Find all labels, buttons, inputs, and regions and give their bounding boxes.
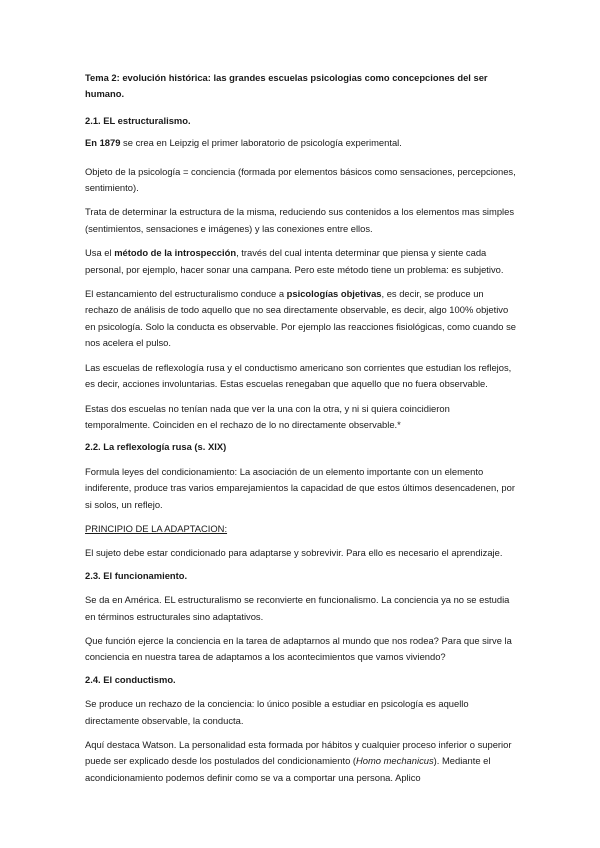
paragraph-estancamiento [85,286,517,352]
paragraph-leyes: Formula leyes del condicionamiento: La asociación de un elemento importante con un elemento indiferente, produce tras varios emparejamientos la capacidad de que estos últimos desencadenen, por si solos, un reflejo. [85,465,515,510]
paragraph-estructura: Trata de determinar la estructura de la misma, reduciendo sus contenidos a los elementos mas simples (sentimientos, sensaciones e imágenes) y las conexiones entre ellos. [85,206,515,234]
paragraph-text: ). Mediante el acondicionamiento podemos definir como se va a comportar una persona. Aplico [85,755,491,783]
subheading-adaptacion: PRINCIPIO DE LA ADAPTACION: [85,522,228,534]
paragraph-escuelas: Las escuelas de reflexología rusa y el conductismo americano son corrientes que estudian los reflejos, es decir, acciones involuntarias. Estas escuelas renegaban que aquello que no fuera observable. [85,361,512,390]
paragraph-text: Usa el [85,247,115,259]
paragraph-objeto: Objeto de la psicología = conciencia (formada por elementos básicos como sensaciones, percepciones, sentimiento). [85,165,516,194]
section-heading-reflexologia: 2.2. La reflexología rusa (s. XIX) [85,441,227,453]
paragraph-introspeccion [85,245,517,278]
paragraph-text: , es decir, se produce un rechazo de análisis de todo aquello que no sea directamente observable, es decir, algo 100% objetivo en psicología. Solo la conducta es observable. Por ejemplo las reacciones fisiológicas, como cuando se nos acelera el pulso. [85,288,516,349]
document-page [85,70,517,786]
paragraph-sujeto: El sujeto debe estar condicionado para adaptarse y sobrevivir. Para ello es necesario el aprendizaje. [85,547,503,559]
italic-term: Homo mechanicus [356,755,434,767]
paragraph-text: , través del cual intenta determinar que piensa y siente cada personal, por ejemplo, hacer sonar una campana. Pero este método tiene un problema: es subjetivo. [85,247,504,275]
paragraph-america: Se da en América. EL estructuralismo se reconvierte en funcionalismo. La conciencia ya no se estudia en términos estructurales sino adaptativos. [85,594,510,622]
paragraph-text: Aquí destaca Watson. La personalidad esta formada por hábitos y cualquier proceso inferior o superior puede ser explicado desde los postulados del condicionamiento ( [85,739,512,767]
paragraph-dos-escuelas: Estas dos escuelas no tenían nada que ver la una con la otra, y ni si quiera coincidieron temporalmente. Coinciden en el rechazo de lo no directamente observable.* [85,402,450,430]
paragraph-rechazo: Se produce un rechazo de la conciencia: lo único posible a estudiar en psicología es aquello directamente observable, la conducta. [85,698,469,726]
paragraph-1879 [85,135,517,151]
bold-term: psicologías objetivas [286,288,382,300]
paragraph-text: se crea en Leipzig el primer laboratorio de psicología experimental. [120,137,402,149]
section-heading-conductismo: 2.4. El conductismo. [85,673,176,685]
section-heading-estructuralismo: 2.1. EL estructuralismo. [85,114,191,126]
paragraph-text: El estancamiento del estructuralismo conduce a [85,288,287,300]
paragraph-watson [85,737,517,786]
paragraph-funcion: Que función ejerce la conciencia en la tarea de adaptarnos al mundo que nos rodea? Para que sirve la conciencia en nuestra tarea de adaptamos a los acontecimientos que vamos viviendo? [85,634,512,663]
bold-term: método de la introspección [114,247,237,259]
page-title: Tema 2: evolución histórica: las grandes escuelas psicologias como concepciones del ser humano. [85,72,488,100]
year-text: En 1879 [85,137,121,149]
section-heading-funcionamiento: 2.3. El funcionamiento. [85,569,188,581]
